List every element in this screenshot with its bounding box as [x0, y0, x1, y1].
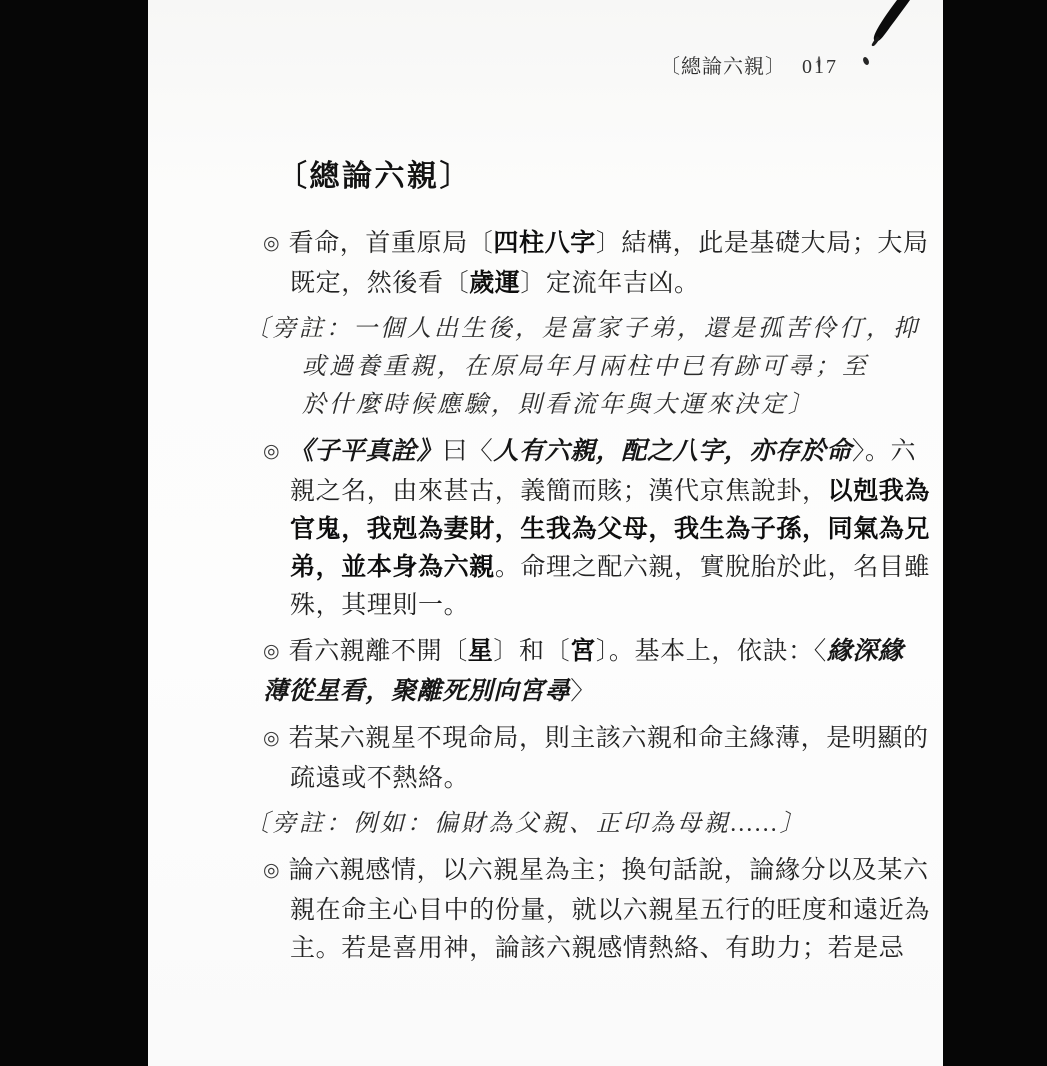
text-segment: 看命，首重原局〔 [288, 229, 494, 257]
text-segment: 於什麼時候應驗，則看流年與大運來決定〕 [302, 392, 815, 418]
text-line [245, 805, 920, 843]
text-segment: 親之名，由來甚古，義簡而賅；漢代京焦說卦， [290, 477, 828, 505]
text-line [302, 386, 920, 424]
bullet-marker: ◎ [263, 232, 280, 254]
text-segment: 緣深緣 [826, 638, 904, 665]
bullet-marker: ◎ [263, 640, 280, 662]
text-line [263, 632, 920, 672]
text-line [245, 310, 920, 348]
text-segment: 〕。基本上，依訣：〈 [595, 637, 827, 665]
side-note-block [245, 805, 920, 843]
text-segment: 〔旁註：例如：偏財為父親、正印為母親……〕 [245, 811, 807, 837]
text-line [290, 891, 931, 929]
bullet-marker: ◎ [263, 727, 280, 749]
text-segment: 官鬼，我剋為妻財，生我為父母，我生為子孫，同氣為兄 [290, 515, 931, 543]
text-line [290, 510, 931, 548]
text-segment: 歲運 [469, 269, 521, 297]
scan-background-right [943, 0, 1047, 1066]
text-line [290, 472, 931, 510]
bullet-marker: ◎ [263, 440, 280, 462]
text-line [263, 432, 920, 472]
text-segment: 論六親感情，以六親星為主；換句話說，論緣分以及某六 [288, 856, 929, 884]
text-segment: 宮 [570, 637, 596, 665]
text-segment: 〕結構，此是基礎大局；大局 [595, 229, 929, 257]
page-number: 017 [802, 56, 838, 78]
text-segment: 親在命主心目中的份量，就以六親星五行的旺度和遠近為 [290, 896, 931, 924]
text-segment: 〕定流年吉凶。 [520, 269, 700, 297]
body-paragraph [245, 632, 920, 711]
body-paragraph [245, 224, 929, 302]
text-line [263, 719, 929, 759]
text-line [290, 586, 920, 624]
bullet-marker: ◎ [263, 859, 280, 881]
text-segment: 〔旁註：一個人出生後，是富家子弟，還是孤苦伶仃，抑 [245, 316, 920, 342]
side-note-block [245, 310, 920, 424]
page-title: 〔總論六親〕 [277, 160, 472, 193]
text-segment: 星 [467, 637, 494, 665]
text-segment: 以剋我為 [827, 477, 931, 505]
text-line [302, 348, 920, 386]
text-segment: 〉。六 [851, 437, 917, 465]
text-segment: 四柱八字 [493, 229, 596, 257]
text-segment: 曰〈 [442, 437, 494, 465]
scan-background-left [0, 0, 148, 1066]
text-line [263, 851, 929, 891]
text-segment: 或過養重親，在原局年月兩柱中已有跡可尋；至 [302, 354, 869, 380]
page-body [245, 224, 931, 975]
text-line [263, 672, 920, 711]
text-segment: 。命理之配六親，實脫胎於此，名目雖 [494, 553, 931, 581]
text-segment: 《子平真詮》 [288, 438, 443, 465]
text-segment: 疏遠或不熱絡。 [290, 764, 470, 792]
text-segment: 弟，並本身為六親 [290, 553, 495, 581]
text-line [290, 929, 920, 967]
body-paragraph [245, 719, 929, 797]
text-segment: 殊，其理則一。 [290, 591, 470, 619]
text-segment: 〕和〔 [493, 637, 571, 665]
header-section-title: 〔總論六親〕 [660, 56, 786, 78]
text-segment: 薄從星看，聚離死別向宮尋 [263, 678, 571, 705]
text-line [290, 548, 931, 586]
text-segment: 若某六親星不現命局，則主該六親和命主緣薄，是明顯的 [288, 724, 929, 752]
text-segment: 人有六親，配之八字，亦存於命 [493, 438, 852, 465]
text-segment: 主。若是喜用神，論該六親感情熱絡、有助力；若是忌 [290, 934, 905, 962]
body-paragraph [245, 851, 931, 967]
body-paragraph [245, 432, 931, 624]
text-line [263, 224, 929, 264]
text-line [290, 264, 920, 302]
text-line [290, 759, 920, 797]
text-segment: 〉 [570, 677, 596, 705]
text-segment: 既定，然後看〔 [290, 269, 470, 297]
text-segment: 看六親離不開〔 [288, 637, 468, 665]
running-header [660, 50, 838, 79]
